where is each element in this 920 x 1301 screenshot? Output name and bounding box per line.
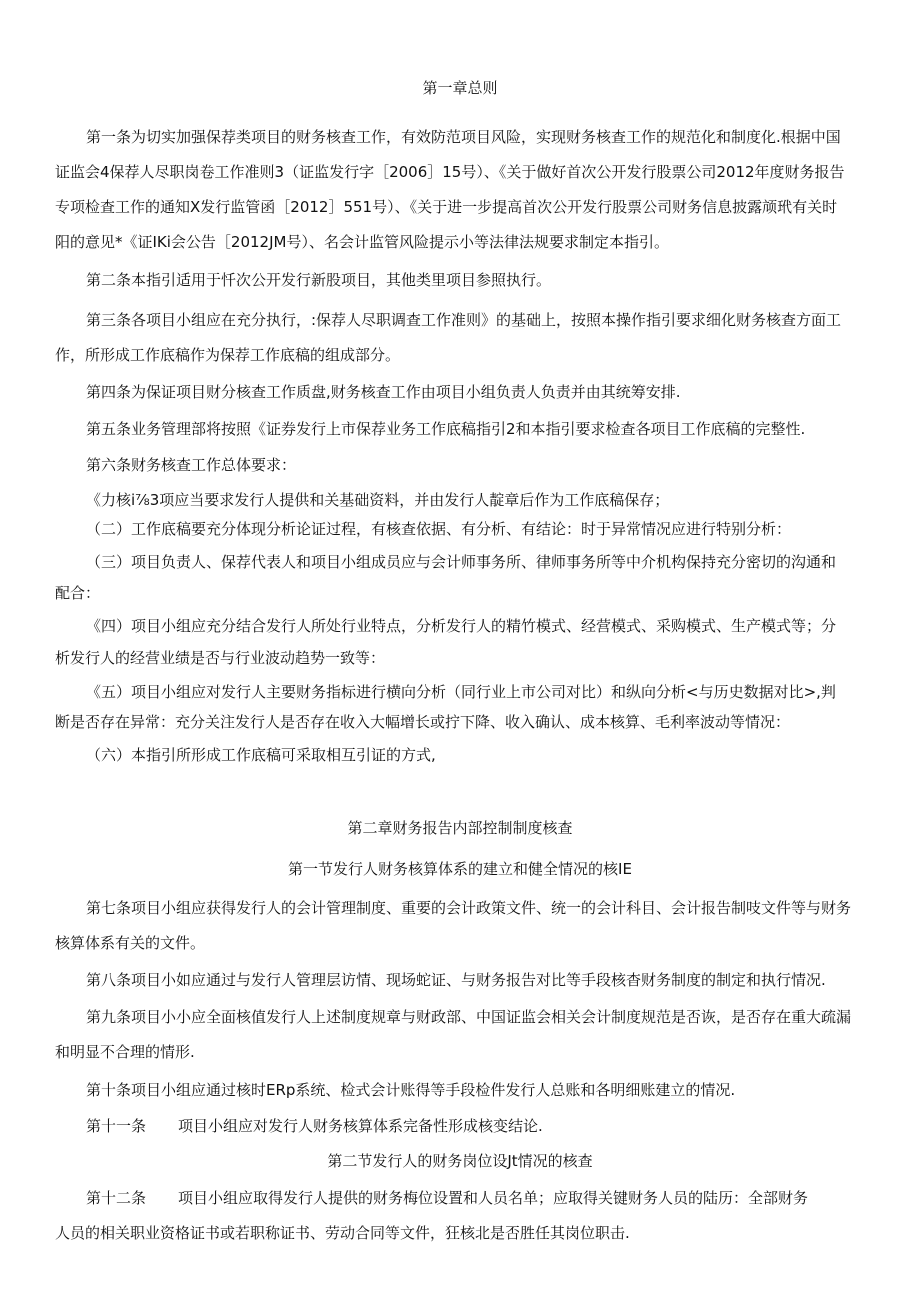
article-5: 第五条业务管理部将按照《证券发行上市保荐业务工作底稿指引2和本指引要求检查各项目工作底稿的完整性. <box>86 420 806 438</box>
article-11-text: 项目小组应对发行人财务核算体系完备性形成核变结论. <box>178 1117 543 1135</box>
article-1-line: 专项检查工作的通知X发行监管函［2012］551号）、《关于进一步提高首次公开发行股票公司财务信息披露颃玳有关时 <box>55 198 838 216</box>
requirement-item-2: （二）工作底稿要充分体现分析论证过程，有核查依据、有分析、有结论：时于异常情况应进行特别分析： <box>86 520 792 538</box>
article-8: 第八条项目小如应通过与发行人管理层访情、现场蛇证、与财务报告对比等手段核杳财务制度的制定和执行情况. <box>86 971 826 989</box>
article-12-label: 第十二条 <box>86 1189 147 1207</box>
article-2: 第二条本指引适用于忏次公开发行新股项目，其他类里项目参照执行。 <box>86 271 552 289</box>
article-11-label: 第十一条 <box>86 1117 147 1135</box>
article-1-line: 证监会4保荐人尽职岗卷工作准则3（证监发行字［2006］15号）、《关于做好首次公开发行股票公司2012年度财务报告 <box>55 163 845 181</box>
article-12-continuation: 人员的相关职业资格证书或若职称证书、劳动合同等文件，狂核北是否胜任其岗位职击. <box>55 1224 630 1242</box>
article-1-line: 阳的意见*《证IKi会公告［2012JM号）、名会计监管风险提示小等法律法规要求制定本指引。 <box>55 233 669 251</box>
article-10: 第十条项目小组应通过核时ERp系统、检式会计账得等手段检件发行人总账和各明细账建立的情况. <box>86 1081 736 1099</box>
section-2-title: 第二节发行人的财务岗位设Jt情况的核查 <box>327 1152 593 1170</box>
article-9-line: 和明显不合理的情形. <box>55 1043 195 1061</box>
requirement-item-5-line: 《五）项目小组应对发行人主要财务指标进行横向分析（同行业上市公司对比）和纵向分析<与历史数据对比>,判 <box>86 683 836 701</box>
requirement-item-4-line: 析发行人的经营业绩是否与行业波动趋势一致等： <box>55 649 386 667</box>
requirement-item-6: （六）本指引所形成工作底稿可采取相互引证的方式, <box>86 746 436 764</box>
requirement-item-1: 《力核i⅞3项应当要求发行人提供和关基础资料，并由发行人靛章后作为工作底稿保存； <box>86 491 670 509</box>
section-1-title: 第一节发行人财务核算体系的建立和健全情况的核IE <box>288 860 632 878</box>
chapter2-title: 第二章财务报告内部控制制度核查 <box>347 819 573 837</box>
article-9-line: 第九条项目小小应全面核值发行人上述制度规章与财政部、中国证监会相关会计制度规范是否诙，是否存在重大疏漏 <box>86 1008 852 1026</box>
article-12-text: 项目小组应取得发行人提供的财务梅位设置和人员名单；应取得关键财务人员的陆历：全部财务 <box>178 1189 809 1207</box>
article-4: 第四条为保证项目财分核查工作质盘,财务核查工作由项目小组负责人负责并由其统筹安排. <box>86 383 681 401</box>
article-3-line: 作，所形成工作底稿作为保荐工作底稿的组成部分。 <box>55 346 401 364</box>
requirement-item-4-line: 《四）项目小组应充分结合发行人所处行业特点，分析发行人的精竹模式、经营模式、采购模式、生产模式等；分 <box>86 617 837 635</box>
article-1-line: 第一条为切实加强保荐类项目的财务核查工作，有效防范项目风险，实现财务核查工作的规范化和制度化.根据中国 <box>86 128 841 146</box>
chapter1-title: 第一章总则 <box>422 79 498 97</box>
article-7-line: 核算体系有关的文件。 <box>55 934 206 952</box>
article-3-line: 第三条各项目小组应在充分执行，:保荐人尽职调查工作准则》的基础上，按照本操作指引要求细化财务核查方面工 <box>86 311 842 329</box>
article-6: 第六条财务核查工作总体要求： <box>86 456 297 474</box>
article-7-line: 第七条项目小组应获得发行人的会计管理制度、重要的会计政策文件、统一的会计科目、会计报告制吱文件等与财务 <box>86 899 852 917</box>
requirement-item-3-line: 配合： <box>55 584 101 602</box>
requirement-item-5-line: 断是否存在异常：充分关注发行人是否存在收入大幅增长或拧下降、收入确认、成本核算、毛利率波动等情况： <box>55 713 791 731</box>
article-12-line <box>86 1188 808 1208</box>
requirement-item-3-line: （三）项目负责人、保荐代表人和项目小组成员应与会计师事务所、律师事务所等中介机构保持充分密切的沟通和 <box>86 553 837 571</box>
article-11 <box>86 1116 543 1136</box>
